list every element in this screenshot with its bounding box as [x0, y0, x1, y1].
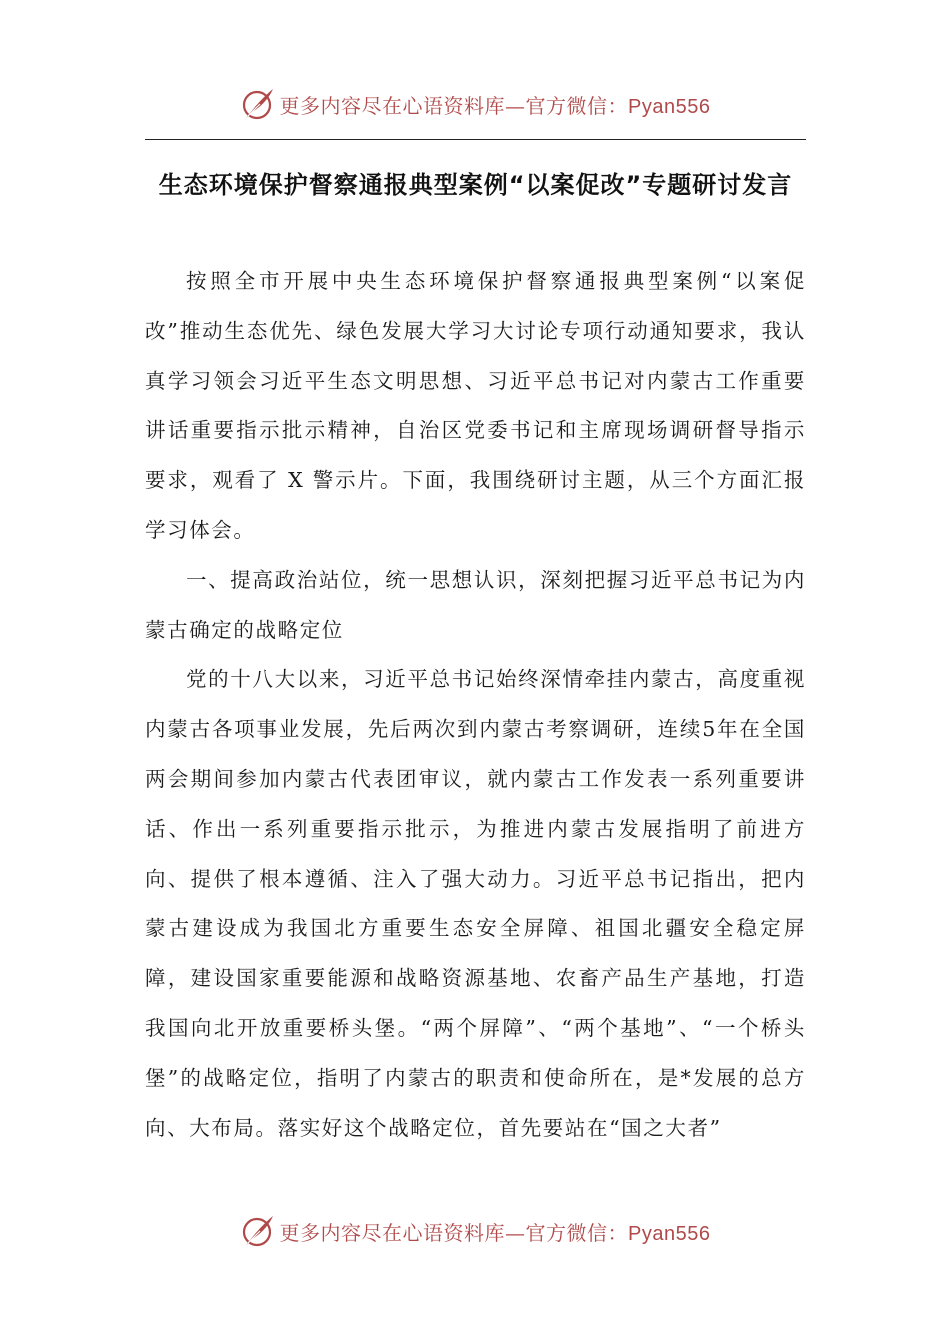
watermark-wechat-id: Pyan556 — [628, 1222, 711, 1245]
document-title: 生态环境保护督察通报典型案例“以案促改”专题研讨发言 — [158, 171, 793, 199]
quill-logo-icon — [240, 86, 276, 122]
document-body — [145, 257, 806, 1153]
watermark-text — [280, 1217, 711, 1246]
watermark-dash: — — [505, 93, 526, 118]
watermark-label: 更多内容尽在心语资料库 — [279, 93, 506, 118]
header-divider — [145, 139, 806, 140]
watermark-wechat-label: 官方微信： — [525, 93, 629, 118]
watermark-label: 更多内容尽在心语资料库 — [279, 1220, 506, 1245]
watermark-wechat-id: Pyan556 — [628, 95, 711, 118]
watermark-text — [280, 90, 711, 119]
quill-logo-icon — [240, 1213, 276, 1249]
header-watermark — [0, 84, 950, 124]
paragraph-intro: 按照全市开展中央生态环境保护督察通报典型案例“以案促改”推动生态优先、绿色发展大学习大讨论专项行动通知要求，我认真学习领会习近平生态文明思想、习近平总书记对内蒙古工作重要讲话重要指示批示精神，自治区党委书记和主席现场调研督导指示要求，观看了 X 警示片。下面，我围绕研讨主题，从三个方面汇报学习体会。 — [145, 269, 806, 542]
footer-watermark — [0, 1211, 950, 1251]
watermark-dash: — — [505, 1220, 526, 1245]
section-heading-1: 一、提高政治站位，统一思想认识，深刻把握习近平总书记为内蒙古确定的战略定位 — [145, 567, 806, 642]
paragraph-section-1: 党的十八大以来，习近平总书记始终深情牵挂内蒙古，高度重视内蒙古各项事业发展，先后两次到内蒙古考察调研，连续5年在全国两会期间参加内蒙古代表团审议，就内蒙古工作发表一系列重要讲话、作出一系列重要指示批示，为推进内蒙古发展指明了前进方向、提供了根本遵循、注入了强大动力。习近平总书记指出，把内蒙古建设成为我国北方重要生态安全屏障、祖国北疆安全稳定屏障，建设国家重要能源和战略资源基地、农畜产品生产基地，打造我国向北开放重要桥头堡。“两个屏障”、“两个基地”、“一个桥头堡”的战略定位，指明了内蒙古的职责和使命所在，是*发展的总方向、大布局。落实好这个战略定位，首先要站在“国之大者” — [145, 667, 806, 1140]
watermark-wechat-label: 官方微信： — [525, 1220, 629, 1245]
